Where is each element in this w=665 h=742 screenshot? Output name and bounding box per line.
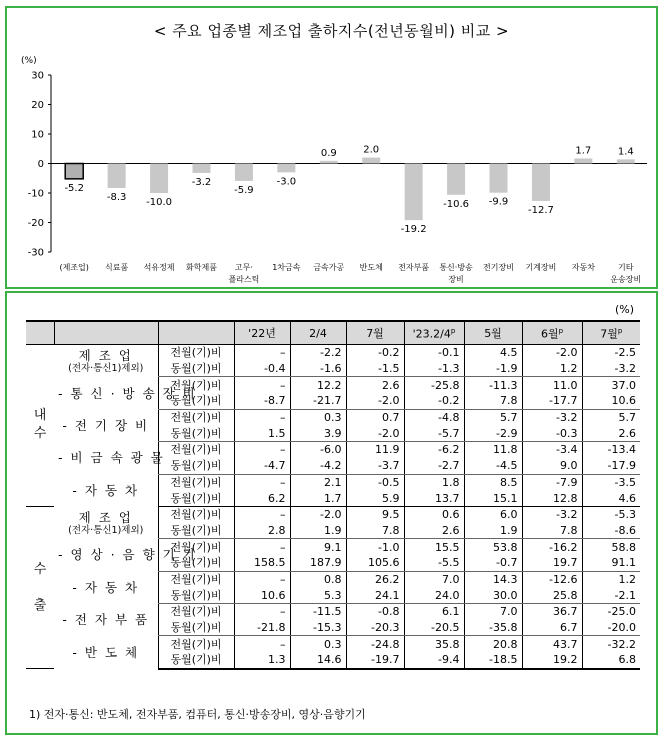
table-cell: -0.7 <box>464 555 522 571</box>
chart-title: < 주요 업종별 제조업 출하지수(전년동월비) 비교 > <box>153 22 510 40</box>
column-header <box>158 321 234 345</box>
indicator-label: 전월(기)비 <box>158 474 234 490</box>
column-header: 7월 <box>346 321 404 345</box>
table-cell: -21.8 <box>234 620 290 636</box>
table-cell: -8.7 <box>234 393 290 409</box>
bar <box>405 164 423 221</box>
category-label: (제조업) <box>59 263 89 272</box>
data-label: -5.9 <box>234 184 254 196</box>
industry-name: 제 조 업 <box>78 509 133 525</box>
column-header <box>54 321 158 345</box>
table-cell: -16.2 <box>522 539 582 555</box>
category-label: 전기장비 <box>483 263 514 272</box>
bar <box>108 164 126 188</box>
table-cell: 14.6 <box>290 652 346 669</box>
bar <box>65 164 83 179</box>
bar <box>447 164 465 195</box>
table-cell: 6.7 <box>522 620 582 636</box>
category-label: 장비 <box>448 275 464 284</box>
industry-label <box>54 345 158 377</box>
table-cell: -3.7 <box>346 458 404 474</box>
table-cell: 35.8 <box>404 636 464 652</box>
table-cell: 105.6 <box>346 555 404 571</box>
table-cell: 24.0 <box>404 587 464 603</box>
table-cell: 11.0 <box>522 377 582 393</box>
category-label: 플라스틱 <box>228 275 260 284</box>
table-cell: -1.5 <box>346 361 404 377</box>
table-row <box>26 409 640 425</box>
category-label: 고무· <box>234 263 253 272</box>
table-cell: -3.2 <box>522 506 582 522</box>
table-cell: -0.2 <box>346 345 404 361</box>
header-superscript: p <box>558 327 564 336</box>
table-cell: 91.1 <box>582 555 640 571</box>
table-cell: -1.6 <box>290 361 346 377</box>
category-label: 기계장비 <box>525 263 557 272</box>
y-tick-label: 20 <box>31 100 44 111</box>
table-cell: 19.7 <box>522 555 582 571</box>
shipment-index-table <box>26 320 640 670</box>
category-label: 석유정제 <box>143 263 175 272</box>
table-cell: -2.9 <box>464 425 522 441</box>
data-label: 0.9 <box>320 147 337 159</box>
table-cell: 24.1 <box>346 587 404 603</box>
table-cell: 158.5 <box>234 555 290 571</box>
table-cell: -20.3 <box>346 620 404 636</box>
data-label: -3.2 <box>191 176 212 188</box>
table-cell: – <box>234 539 290 555</box>
table-row <box>26 474 640 490</box>
table-cell: 15.5 <box>404 539 464 555</box>
table-cell: 5.7 <box>464 409 522 425</box>
table-cell: -3.2 <box>582 361 640 377</box>
table-cell: -2.0 <box>346 425 404 441</box>
table-cell: -35.8 <box>464 620 522 636</box>
table-cell: -25.8 <box>404 377 464 393</box>
category-label: 화학제품 <box>186 263 217 272</box>
table-cell: 1.9 <box>290 523 346 539</box>
table-cell: -2.0 <box>346 393 404 409</box>
table-cell: 6.1 <box>404 604 464 620</box>
table-cell: – <box>234 636 290 652</box>
table-cell: -11.3 <box>464 377 522 393</box>
y-tick-label: -30 <box>27 247 44 259</box>
data-label: -19.2 <box>400 224 427 236</box>
table-cell: 3.9 <box>290 425 346 441</box>
indicator-label: 동월(기)비 <box>158 620 234 636</box>
table-cell: 4.6 <box>582 490 640 506</box>
table-cell: -1.3 <box>404 361 464 377</box>
data-label: -10.0 <box>146 197 173 208</box>
table-cell: -18.5 <box>464 652 522 669</box>
indicator-label: 전월(기)비 <box>158 442 234 458</box>
section-label: 수 출 <box>26 506 54 668</box>
data-label: 1.7 <box>575 145 592 157</box>
indicator-label: 전월(기)비 <box>158 377 234 393</box>
table-cell: – <box>234 409 290 425</box>
table-cell: – <box>234 604 290 620</box>
table-cell: -3.4 <box>522 442 582 458</box>
y-tick-label: 10 <box>31 129 44 141</box>
bar <box>490 164 508 193</box>
table-cell: -0.2 <box>404 393 464 409</box>
bar <box>277 164 295 173</box>
indicator-label: 동월(기)비 <box>158 587 234 603</box>
category-label: 통신·방송 <box>439 263 473 272</box>
category-label: 기타 <box>618 263 634 272</box>
table-cell: -2.5 <box>582 345 640 361</box>
header-superscript: p <box>617 327 623 336</box>
table-cell: -17.9 <box>582 458 640 474</box>
table-cell: -4.5 <box>464 458 522 474</box>
table-cell: 5.3 <box>290 587 346 603</box>
table-cell: -8.6 <box>582 523 640 539</box>
table-row <box>26 442 640 458</box>
table-cell: -11.5 <box>290 604 346 620</box>
industry-label <box>54 506 158 538</box>
table-cell: -2.2 <box>290 345 346 361</box>
industry-label: - 비 금 속 광 물 <box>58 450 165 466</box>
header-superscript: p <box>450 327 456 336</box>
data-label: 2.0 <box>363 144 380 156</box>
table-cell: 10.6 <box>234 587 290 603</box>
bar <box>150 164 168 194</box>
column-header: 5월 <box>464 321 522 345</box>
table-cell: 53.8 <box>464 539 522 555</box>
column-header: 6월$^p$ <box>522 321 582 345</box>
table-cell: 2.1 <box>290 474 346 490</box>
indicator-label: 전월(기)비 <box>158 345 234 361</box>
indicator-label: 동월(기)비 <box>158 425 234 441</box>
bar <box>235 164 253 181</box>
footnote: 1) 전자·통신: 반도체, 전자부품, 컴퓨터, 통신·방송장비, 영상·음향기기 <box>29 708 366 721</box>
table-cell: 9.1 <box>290 539 346 555</box>
bar <box>320 161 338 164</box>
table-cell: -32.2 <box>582 636 640 652</box>
table-cell: – <box>234 345 290 361</box>
bar-chart <box>7 8 656 287</box>
indicator-label: 전월(기)비 <box>158 409 234 425</box>
table-cell: -2.1 <box>582 587 640 603</box>
indicator-label: 전월(기)비 <box>158 506 234 522</box>
table-unit-label: (%) <box>614 303 634 316</box>
table-cell: -7.9 <box>522 474 582 490</box>
table-cell: 10.6 <box>582 393 640 409</box>
table-cell: -6.0 <box>290 442 346 458</box>
table-row <box>26 506 640 522</box>
table-cell: 7.8 <box>522 523 582 539</box>
table-cell: 6.0 <box>464 506 522 522</box>
data-label: -9.9 <box>488 196 509 208</box>
table-cell: – <box>234 474 290 490</box>
industry-label: - 반 도 체 <box>72 644 140 660</box>
category-label: 금속가공 <box>313 263 345 272</box>
table-cell: -1.9 <box>464 361 522 377</box>
table-cell: -4.2 <box>290 458 346 474</box>
table-cell: -0.3 <box>522 425 582 441</box>
indicator-label: 전월(기)비 <box>158 539 234 555</box>
table-cell: 12.2 <box>290 377 346 393</box>
table-cell: -3.5 <box>582 474 640 490</box>
table-panel <box>5 291 658 735</box>
table-row <box>26 604 640 620</box>
table-cell: 25.8 <box>522 587 582 603</box>
table-cell: 6.8 <box>582 652 640 669</box>
table-cell: -3.2 <box>522 409 582 425</box>
table-cell: 12.8 <box>522 490 582 506</box>
table-cell: -1.0 <box>346 539 404 555</box>
indicator-label: 동월(기)비 <box>158 652 234 669</box>
table-cell: 11.9 <box>346 442 404 458</box>
table-cell: 1.3 <box>234 652 290 669</box>
bar <box>362 158 380 164</box>
indicator-label: 전월(기)비 <box>158 571 234 587</box>
indicator-label: 동월(기)비 <box>158 393 234 409</box>
table-cell: 36.7 <box>522 604 582 620</box>
table-cell: -4.8 <box>404 409 464 425</box>
table-cell: -5.7 <box>404 425 464 441</box>
table-cell: 58.8 <box>582 539 640 555</box>
y-tick-label: -10 <box>27 188 44 200</box>
column-header: 7월$^p$ <box>582 321 640 345</box>
section-label: 내 수 <box>26 345 54 507</box>
category-label: 1차금속 <box>272 263 301 272</box>
table-cell: 26.2 <box>346 571 404 587</box>
bar <box>193 164 211 173</box>
table-cell: -0.1 <box>404 345 464 361</box>
bar <box>532 164 550 201</box>
category-label: 운송장비 <box>610 275 642 284</box>
table-cell: 43.7 <box>522 636 582 652</box>
table-cell: 1.7 <box>290 490 346 506</box>
table-cell: 2.6 <box>404 523 464 539</box>
table-cell: – <box>234 506 290 522</box>
table-cell: -5.3 <box>582 506 640 522</box>
table-cell: -15.3 <box>290 620 346 636</box>
table-cell: 7.8 <box>346 523 404 539</box>
table-cell: 0.3 <box>290 409 346 425</box>
table-cell: 1.9 <box>464 523 522 539</box>
industry-label: - 자 동 차 <box>72 482 140 498</box>
table-cell: -25.0 <box>582 604 640 620</box>
table-cell: 1.2 <box>582 571 640 587</box>
bar <box>574 158 592 163</box>
industry-label: - 자 동 차 <box>72 579 140 595</box>
table-cell: -17.7 <box>522 393 582 409</box>
table-cell: – <box>234 377 290 393</box>
table-cell: -4.7 <box>234 458 290 474</box>
table-cell: 15.1 <box>464 490 522 506</box>
data-label: -12.7 <box>527 204 554 216</box>
table-cell: 9.0 <box>522 458 582 474</box>
data-label: -3.0 <box>276 176 297 188</box>
table-cell: -24.8 <box>346 636 404 652</box>
table-cell: 5.9 <box>346 490 404 506</box>
table-cell: 11.8 <box>464 442 522 458</box>
indicator-label: 전월(기)비 <box>158 636 234 652</box>
indicator-label: 동월(기)비 <box>158 458 234 474</box>
table-cell: 30.0 <box>464 587 522 603</box>
table-row <box>26 345 640 361</box>
table-cell: 2.8 <box>234 523 290 539</box>
table-cell: 2.6 <box>346 377 404 393</box>
data-label: -10.6 <box>443 198 470 210</box>
industry-label: - 전 기 장 비 <box>62 417 150 433</box>
indicator-label: 동월(기)비 <box>158 523 234 539</box>
column-header: '22년 <box>234 321 290 345</box>
y-tick-label: 30 <box>31 70 44 82</box>
table-cell: 7.0 <box>464 604 522 620</box>
table-cell: 13.7 <box>404 490 464 506</box>
table-cell: -0.4 <box>234 361 290 377</box>
y-axis-unit: (%) <box>21 56 37 66</box>
table-cell: 0.7 <box>346 409 404 425</box>
table-cell: 20.8 <box>464 636 522 652</box>
table-cell: 7.8 <box>464 393 522 409</box>
column-header: '23.2/4$^p$ <box>404 321 464 345</box>
table-cell: 1.2 <box>522 361 582 377</box>
table-cell: – <box>234 571 290 587</box>
table-row <box>26 636 640 652</box>
indicator-label: 전월(기)비 <box>158 604 234 620</box>
table-cell: 8.5 <box>464 474 522 490</box>
table-cell: – <box>234 442 290 458</box>
table-cell: 37.0 <box>582 377 640 393</box>
table-cell: 9.5 <box>346 506 404 522</box>
industry-label: - 영 상 · 음 향 기 기 <box>58 547 197 563</box>
table-cell: 7.0 <box>404 571 464 587</box>
table-header-row <box>26 321 640 345</box>
table-cell: 0.6 <box>404 506 464 522</box>
category-label: 자동차 <box>571 263 595 272</box>
table-cell: 2.6 <box>582 425 640 441</box>
industry-label: - 전 자 부 품 <box>62 612 150 628</box>
table-cell: 4.5 <box>464 345 522 361</box>
table-cell: 1.5 <box>234 425 290 441</box>
chart-panel <box>5 6 658 289</box>
industry-name: 제 조 업 <box>78 347 133 363</box>
table-cell: 6.2 <box>234 490 290 506</box>
table-cell: -9.4 <box>404 652 464 669</box>
table-cell: -20.0 <box>582 620 640 636</box>
category-label: 식료품 <box>105 263 129 272</box>
table-cell: 0.3 <box>290 636 346 652</box>
table-cell: -12.6 <box>522 571 582 587</box>
indicator-label: 동월(기)비 <box>158 361 234 377</box>
table-cell: -13.4 <box>582 442 640 458</box>
table-cell: 187.9 <box>290 555 346 571</box>
table-cell: 19.2 <box>522 652 582 669</box>
y-tick-label: -20 <box>27 218 44 229</box>
data-label: 1.4 <box>617 146 634 158</box>
column-header: 2/4 <box>290 321 346 345</box>
table-cell: 1.8 <box>404 474 464 490</box>
industry-label: - 통 신 · 방 송 장 비 <box>58 385 197 401</box>
table-row <box>26 539 640 555</box>
y-tick-label: 0 <box>37 159 44 170</box>
table-row <box>26 571 640 587</box>
table-cell: -5.5 <box>404 555 464 571</box>
data-label: -5.2 <box>64 182 84 194</box>
table-cell: -6.2 <box>404 442 464 458</box>
table-cell: -0.8 <box>346 604 404 620</box>
table-cell: 5.7 <box>582 409 640 425</box>
data-label: -8.3 <box>106 191 127 203</box>
table-cell: -20.5 <box>404 620 464 636</box>
category-label: 반도체 <box>359 263 383 272</box>
table-cell: 14.3 <box>464 571 522 587</box>
category-label: 전자부품 <box>398 263 430 272</box>
industry-subnote: (전자·통신1)제외) <box>68 362 144 374</box>
table-cell: -2.0 <box>290 506 346 522</box>
table-cell: -2.7 <box>404 458 464 474</box>
column-header <box>26 321 54 345</box>
table-cell: -2.0 <box>522 345 582 361</box>
indicator-label: 동월(기)비 <box>158 490 234 506</box>
table-row <box>26 377 640 393</box>
industry-subnote: (전자·통신1)제외) <box>68 524 144 536</box>
bar <box>617 159 635 163</box>
indicator-label: 동월(기)비 <box>158 555 234 571</box>
table-cell: -19.7 <box>346 652 404 669</box>
table-cell: -0.5 <box>346 474 404 490</box>
table-cell: 0.8 <box>290 571 346 587</box>
table-cell: -21.7 <box>290 393 346 409</box>
